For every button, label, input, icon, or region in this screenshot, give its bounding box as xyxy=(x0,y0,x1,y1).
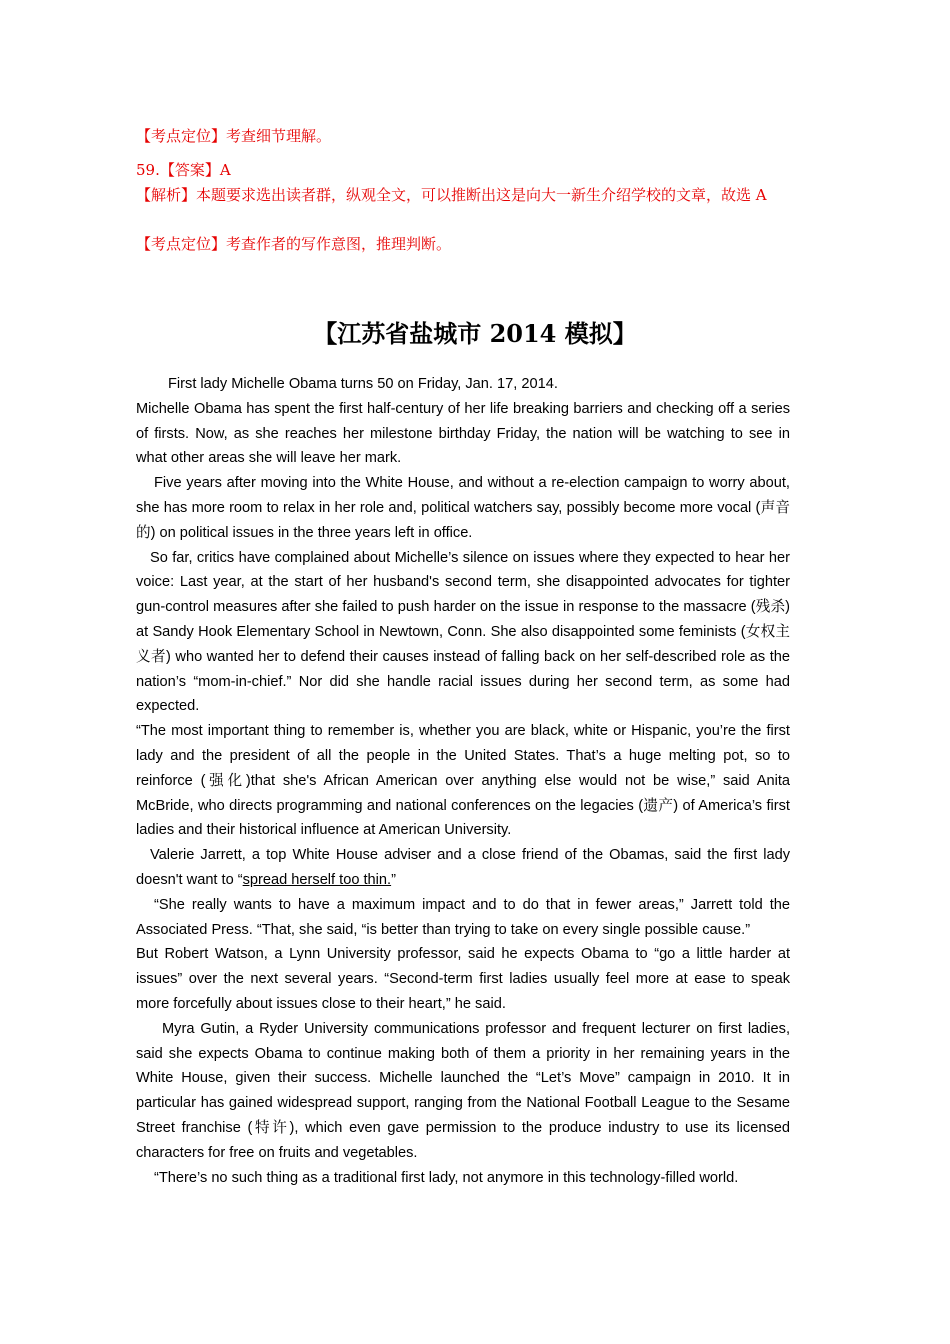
article-paragraph-2: Michelle Obama has spent the first half-century of her life breaking barriers and checking off a series of firsts. Now, as she reaches her milestone birthday Friday, the nation will be watching to see in what other areas she will leave her mark. xyxy=(136,400,790,467)
article-paragraph-3: Five years after moving into the White House, and without a re-election campaign to worry about, she has more room to relax in her role and, political watchers say, possibly become more vocal (声音的) on political issues in the three years left in office. xyxy=(136,475,790,541)
article-paragraph-4: So far, critics have complained about Michelle’s silence on issues where they expected to hear her voice: Last year, at the start of her husband's second term, she disappointed advocates for tighter gun-control measures after she failed to push harder on the issue in response to the massacre (残杀) at Sandy Hook Elementary School in Newtown, Conn. She also disappointed some feminists (女权主义者) who wanted her to defend their causes instead of falling back on her self-described role as the nation’s “mom-in-chief.” Nor did she handle racial issues during her second term, as some had expected. xyxy=(136,549,790,715)
section-title: 【江苏省盐城市 2014 模拟】 xyxy=(313,319,637,348)
article-paragraph-8: But Robert Watson, a Lynn University professor, said he expects Obama to “go a little harder at issues” over the next several years. “Second-term first ladies usually feel more at ease to speak more forcefully about issues close to their heart,” he said. xyxy=(136,946,790,1012)
article-body xyxy=(136,372,790,1190)
article-paragraph-9: Myra Gutin, a Ryder University communications professor and frequent lecturer on first ladies, said she expects Obama to continue making both of them a priority in her remaining years in the White House, given their success. Michelle launched the “Let’s Move” campaign in 2010. It in particular has gained widespread support, ranging from the National Football League to the Sesame Street franchise (特许), which even gave permission to the produce industry to use its licensed characters for free on fruits and vegetables. xyxy=(136,1020,790,1161)
paragraph-6-close-quote: ” xyxy=(391,871,396,888)
article-paragraph-6 xyxy=(136,843,790,893)
underlined-phrase: spread herself too thin. xyxy=(242,871,392,888)
kaodian-note-1: 【考点定位】考查细节理解。 xyxy=(136,127,332,145)
paragraph-6-text: Valerie Jarrett, a top White House adviser and a close friend of the Obamas, said the first lady doesn't want to “ xyxy=(136,847,790,888)
article-paragraph-1: First lady Michelle Obama turns 50 on Friday, Jan. 17, 2014. xyxy=(168,376,558,392)
article-paragraph-10: “There’s no such thing as a traditional first lady, not anymore in this technology-filled world. xyxy=(154,1169,739,1186)
analysis-59: 【解析】本题要求选出读者群，纵观全文，可以推断出这是向大一新生介绍学校的文章，故选 A xyxy=(136,186,767,204)
article-paragraph-5: “The most important thing to remember is, whether you are black, white or Hispanic, you’re the first lady and the president of all the people in the United States. That’s a huge melting pot, so to reinforce (强化)that she's African American over anything else would not be wise,” said Anita McBride, who directs programming and national conferences on the legacies (遗产) of America’s first ladies and their historical influence at American University. xyxy=(136,723,790,839)
article-paragraph-7: “She really wants to have a maximum impact and to do that in fewer areas,” Jarrett told the Associated Press. “That, she said, “is better than trying to take on every single possible cause.” xyxy=(136,896,790,938)
answer-59: 59.【答案】A xyxy=(136,161,231,179)
kaodian-note-2: 【考点定位】考查作者的写作意图，推理判断。 xyxy=(136,235,452,253)
